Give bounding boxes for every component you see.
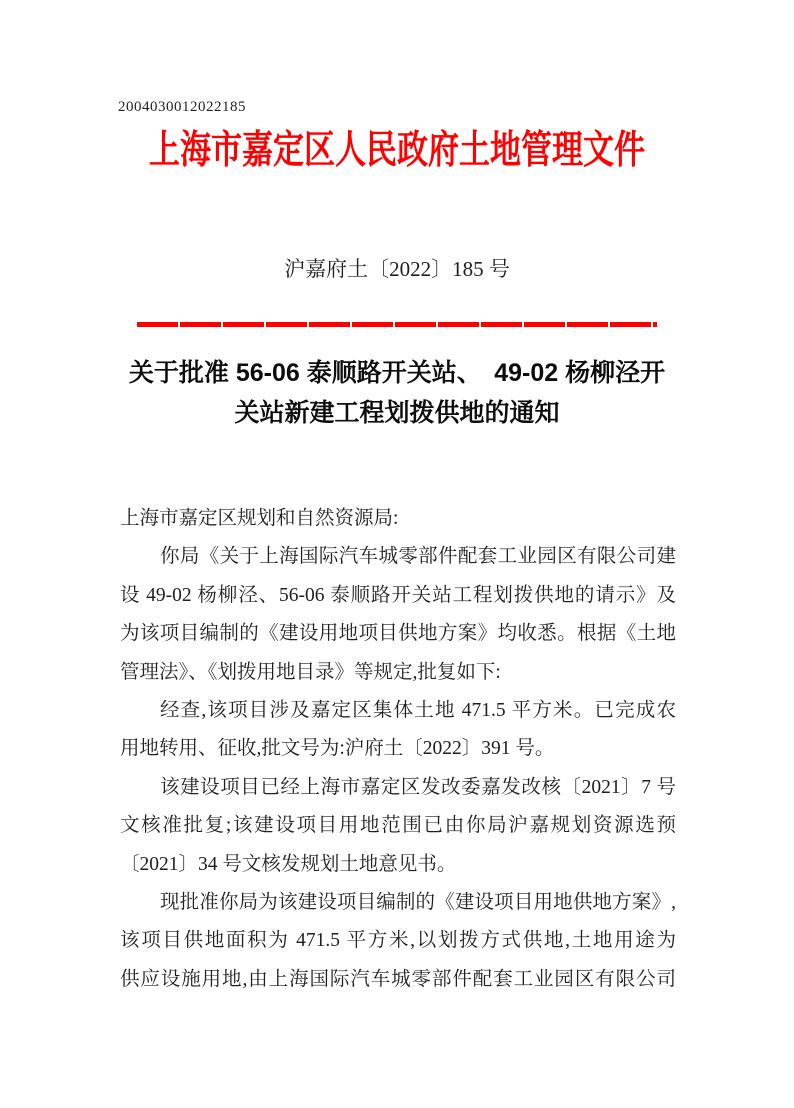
body-line: 〔2021〕34 号文核发规划土地意见书。: [120, 853, 457, 875]
body-line: 用地转用、征收,批文号为:沪府土〔2022〕391 号。: [120, 738, 555, 760]
masthead: [0, 127, 794, 172]
body-line: 设 49-02 杨柳泾、56-06 泰顺路开关站工程划拨供地的请示》及: [120, 584, 676, 606]
subject-title-line-1: 关于批准 56-06 泰顺路开关站、 49-02 杨柳泾开: [128, 359, 666, 387]
body-line: 该项目供地面积为 471.5 平方米,以划拨方式供地,土地用途为: [120, 930, 676, 952]
body-line: 为该项目编制的《建设用地项目供地方案》均收悉。根据《土地: [120, 623, 676, 645]
body-line: 该建设项目已经上海市嘉定区发改委嘉发改核〔2021〕7 号: [160, 776, 676, 798]
body-line: 管理法》、《划拨用地目录》等规定,批复如下:: [120, 661, 501, 683]
reference-number: 沪嘉府土〔2022〕185 号: [284, 257, 510, 281]
subject-title: [0, 353, 794, 433]
document-serial-number: 2004030012022185: [118, 99, 246, 115]
body-text: [120, 500, 676, 999]
body-line: 经查,该项目涉及嘉定区集体土地 471.5 平方米。已完成农: [160, 700, 676, 722]
body-line: 现批准你局为该建设项目编制的《建设项目用地供地方案》,: [160, 892, 676, 914]
body-line-salutation: 上海市嘉定区规划和自然资源局:: [120, 508, 399, 529]
red-divider-rule: [137, 322, 657, 327]
body-line: 供应设施用地,由上海国际汽车城零部件配套工业园区有限公司: [120, 968, 676, 990]
body-line: 你局《关于上海国际汽车城零部件配套工业园区有限公司建: [160, 546, 676, 568]
subject-title-line-2: 关站新建工程划拨供地的通知: [234, 399, 560, 427]
body-line: 文核准批复;该建设项目用地范围已由你局沪嘉规划资源选预: [120, 815, 676, 837]
masthead-title: 上海市嘉定区人民政府土地管理文件: [149, 127, 645, 172]
